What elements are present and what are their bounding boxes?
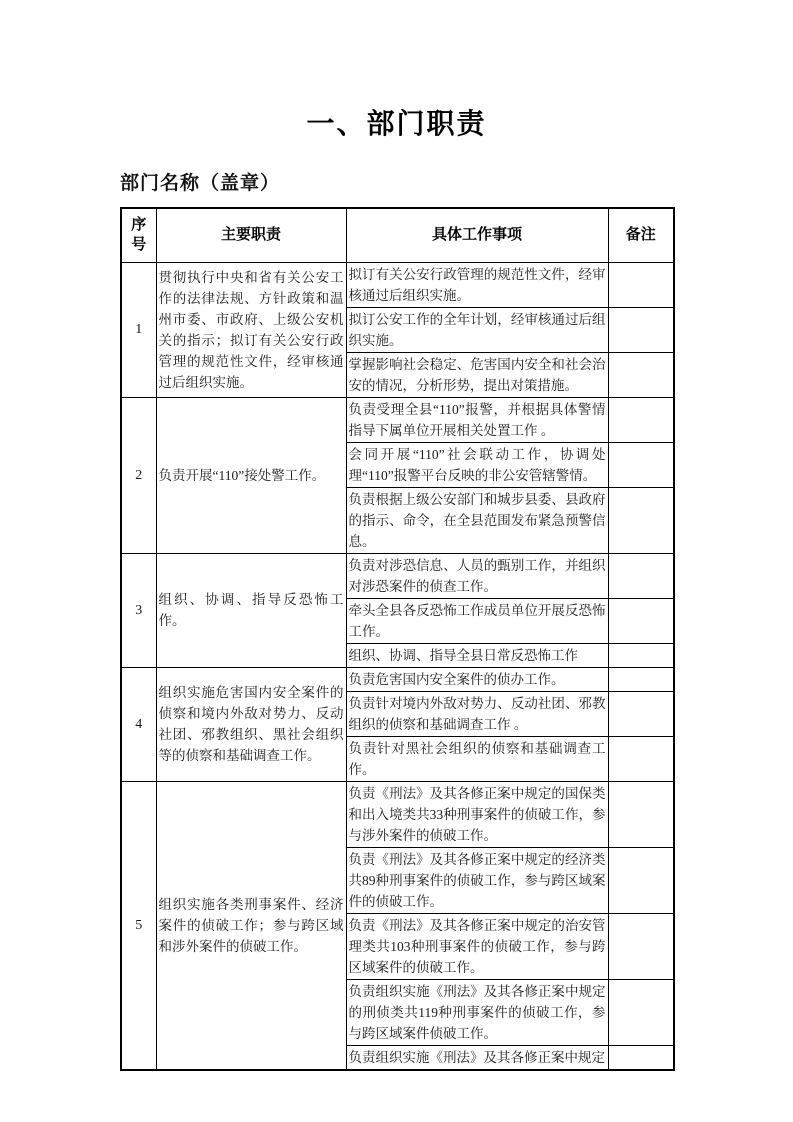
remark-cell	[608, 736, 674, 781]
work-item: 组织、协调、指导全县日常反恐怖工作	[346, 643, 608, 667]
main-duty: 贯彻执行中央和省有关公安工作的法律法规、方针政策和温州市委、市政府、上级公安机关的指示；拟订有关公安行政管理的规范性文件，经审核通过后组织实施。	[156, 262, 346, 397]
remark-cell	[608, 643, 674, 667]
remark-cell	[608, 262, 674, 307]
table-row	[121, 553, 674, 598]
table-row	[121, 667, 674, 691]
work-item: 负责针对境内外敌对势力、反动社团、邪教组织的侦察和基础调查工作 。	[346, 691, 608, 736]
work-item: 会同开展“110”社会联动工作，协调处理“110”报警平台反映的非公安管辖警情。	[346, 442, 608, 487]
remark-cell	[608, 691, 674, 736]
work-item: 负责根据上级公安部门和城步县委、县政府的指示、命令，在全县范围发布紧急预警信息。	[346, 487, 608, 553]
work-item: 负责对涉恐信息、人员的甄别工作，并组织对涉恐案件的侦查工作。	[346, 553, 608, 598]
row-number: 5	[121, 781, 156, 1070]
remark-cell	[608, 553, 674, 598]
header-remarks: 备注	[608, 208, 674, 262]
work-item: 负责《刑法》及其各修正案中规定的经济类共89种刑事案件的侦破工作，参与跨区域案件的侦破工作。	[346, 847, 608, 913]
remark-cell	[608, 442, 674, 487]
work-item: 拟订有关公安行政管理的规范性文件，经审核通过后组织实施。	[346, 262, 608, 307]
header-main-duty: 主要职责	[156, 208, 346, 262]
work-item: 牵头全县各反恐怖工作成员单位开展反恐怖工作。	[346, 598, 608, 643]
remark-cell	[608, 847, 674, 913]
header-work-items: 具体工作事项	[346, 208, 608, 262]
main-duty: 组织实施危害国内安全案件的侦察和境内外敌对势力、反动社团、邪教组织、黑社会组织等的侦察和基础调查工作。	[156, 667, 346, 781]
duties-table	[120, 207, 675, 1071]
table-row	[121, 397, 674, 442]
table-row	[121, 262, 674, 307]
remark-cell	[608, 487, 674, 553]
work-item: 负责危害国内安全案件的侦办工作。	[346, 667, 608, 691]
main-duty: 组织实施各类刑事案件、经济案件的侦破工作；参与跨区域和涉外案件的侦破工作。	[156, 781, 346, 1070]
main-duty: 组织、协调、指导反恐怖工作。	[156, 553, 346, 667]
remark-cell	[608, 598, 674, 643]
header-row	[121, 208, 674, 262]
row-number: 1	[121, 262, 156, 397]
work-item: 负责组织实施《刑法》及其各修正案中规定	[346, 1045, 608, 1070]
work-item: 负责《刑法》及其各修正案中规定的治安管理类共103种刑事案件的侦破工作，参与跨区域案件的侦破工作。	[346, 913, 608, 979]
remark-cell	[608, 667, 674, 691]
row-number: 2	[121, 397, 156, 553]
row-number: 4	[121, 667, 156, 781]
work-item: 负责受理全县“110”报警，并根据具体警情指导下属单位开展相关处置工作 。	[346, 397, 608, 442]
work-item: 负责针对黑社会组织的侦察和基础调查工作。	[346, 736, 608, 781]
work-item: 拟订公安工作的全年计划，经审核通过后组织实施。	[346, 307, 608, 352]
row-number: 3	[121, 553, 156, 667]
remark-cell	[608, 307, 674, 352]
remark-cell	[608, 352, 674, 397]
remark-cell	[608, 1045, 674, 1070]
department-name-label: 部门名称（盖章）	[120, 173, 281, 194]
page-title: 一、部门职责	[306, 108, 487, 139]
work-item: 掌握影响社会稳定、危害国内安全和社会治安的情况，分析形势，提出对策措施。	[346, 352, 608, 397]
remark-cell	[608, 397, 674, 442]
header-no: 序号	[121, 208, 156, 262]
remark-cell	[608, 781, 674, 847]
main-duty: 负责开展“110”接处警工作。	[156, 397, 346, 553]
remark-cell	[608, 979, 674, 1045]
remark-cell	[608, 913, 674, 979]
table-row	[121, 781, 674, 847]
work-item: 负责组织实施《刑法》及其各修正案中规定的刑侦类共119种刑事案件的侦破工作，参与跨区域案件侦破工作。	[346, 979, 608, 1045]
work-item: 负责《刑法》及其各修正案中规定的国保类和出入境类共33种刑事案件的侦破工作，参与涉外案件的侦破工作。	[346, 781, 608, 847]
